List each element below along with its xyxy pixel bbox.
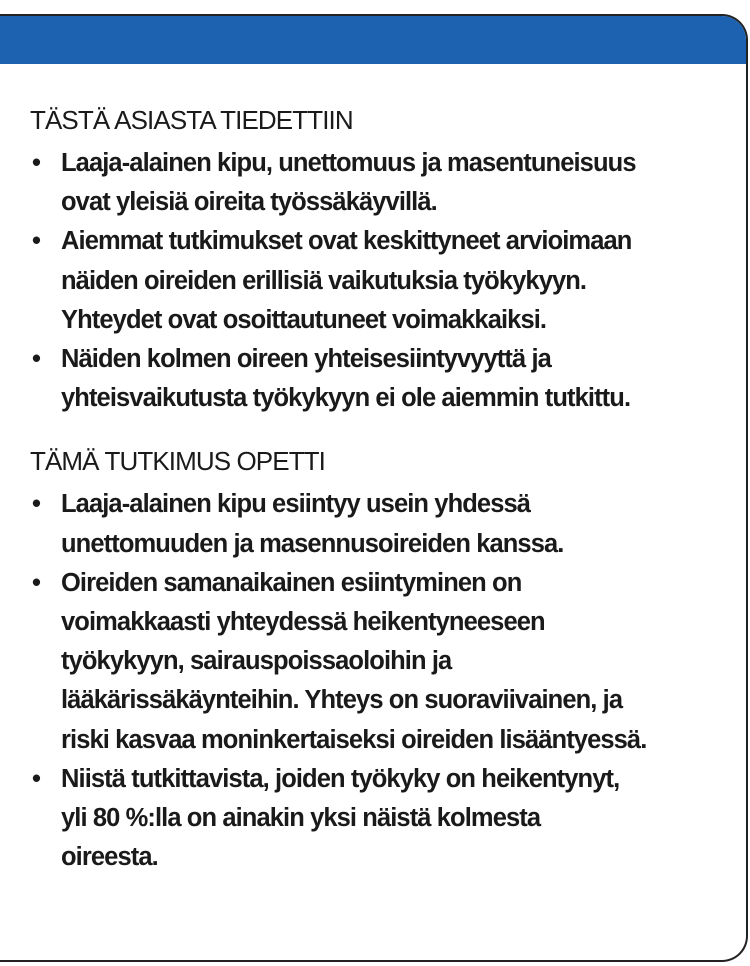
bullet-dot-icon: • [32, 490, 41, 519]
bullet-text-line: yhteisvaikutusta työkykyyn ei ole aiemmin tutkittu. [61, 384, 631, 413]
bullet-text-line: Laaja-alainen kipu esiintyy usein yhdessä [61, 490, 531, 519]
bullet-text-line: näiden oireiden erillisiä vaikutuksia työkykyyn. [61, 266, 587, 295]
section-title: TÄMÄ TUTKIMUS OPETTI [30, 446, 325, 477]
info-box-content [30, 102, 730, 877]
bullet-dot-icon: • [32, 227, 41, 256]
bullet-text-line: lääkärissäkäynteihin. Yhteys on suoraviivainen, ja [61, 686, 623, 715]
bullet-item [30, 760, 730, 878]
bullet-item [30, 564, 730, 760]
bullet-list [30, 144, 730, 418]
bullet-item [30, 144, 730, 222]
bullet-dot-icon: • [32, 345, 41, 374]
bullet-item [30, 222, 730, 340]
bullet-text-line: Laaja-alainen kipu, unettomuus ja masentuneisuus [61, 149, 636, 177]
section-title: TÄSTÄ ASIASTA TIEDETTIIN [30, 105, 353, 135]
bullet-text-line: Oireiden samanaikainen esiintyminen on [61, 568, 522, 597]
bullet-dot-icon: • [32, 764, 41, 793]
section-learned [30, 443, 730, 877]
section-known [30, 102, 730, 418]
bullet-text-line: unettomuuden ja masennusoireiden kanssa. [61, 529, 564, 558]
bullet-text-line: työkykyyn, sairauspoissaoloihin ja [61, 647, 452, 676]
bullet-text-line: yli 80 %:lla on ainakin yksi näistä kolmesta [61, 804, 541, 833]
bullet-item [30, 485, 730, 563]
bullet-dot-icon: • [32, 568, 41, 597]
info-box [0, 14, 748, 962]
bullet-text-line: oireesta. [61, 843, 158, 872]
bullet-dot-icon: • [32, 149, 41, 177]
bullet-text-line: ovat yleisiä oireita työssäkäyvillä. [61, 188, 437, 217]
bullet-text-line: Aiemmat tutkimukset ovat keskittyneet arvioimaan [61, 227, 632, 256]
bullet-text-line: Niistä tutkittavista, joiden työkyky on heikentynyt, [61, 764, 620, 793]
bullet-item [30, 340, 730, 418]
bullet-list [30, 485, 730, 877]
bullet-text-line: Näiden kolmen oireen yhteisesiintyvyyttä ja [61, 345, 551, 374]
bullet-text-line: voimakkaasti yhteydessä heikentyneeseen [61, 608, 545, 637]
bullet-text-line: Yhteydet ovat osoittautuneet voimakkaiksi. [61, 305, 547, 334]
header-bar [0, 16, 746, 64]
bullet-text-line: riski kasvaa moninkertaiseksi oireiden lisääntyessä. [61, 725, 647, 754]
